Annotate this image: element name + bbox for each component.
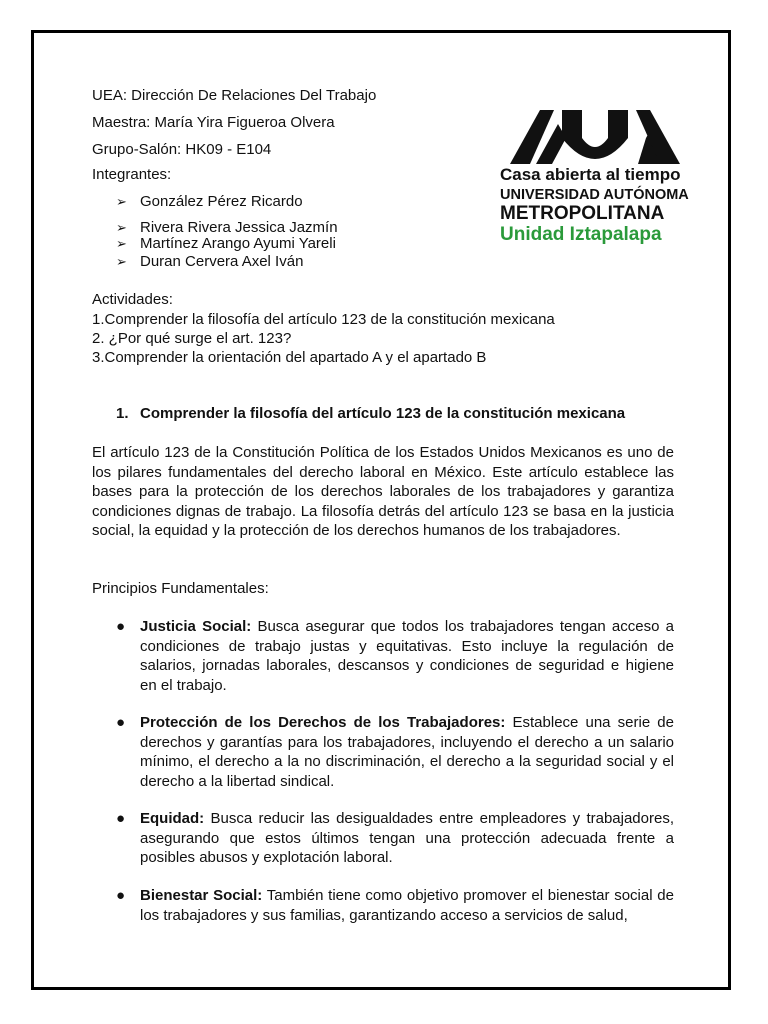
principle-term: Bienestar Social: xyxy=(140,887,263,904)
principle-item xyxy=(116,809,674,868)
activity-item: 2. ¿Por qué surge el art. 123? xyxy=(92,330,292,347)
logo-line-3: METROPOLITANA xyxy=(500,203,665,224)
group-line: Grupo-Salón: HK09 - E104 xyxy=(92,141,272,158)
arrow-bullet-icon: ➢ xyxy=(116,194,127,209)
member-item xyxy=(116,193,303,210)
principle-text: También tiene como objetivo promover el bienestar social de los trabajadores y sus familias, garantizando acceso a servicios de salud, xyxy=(140,887,674,924)
section-title-text: Comprender la filosofía del artículo 123 de la constitución mexicana xyxy=(140,405,626,422)
arrow-bullet-icon: ➢ xyxy=(116,220,127,235)
logo-line-2: UNIVERSIDAD AUTÓNOMA xyxy=(500,187,689,203)
principle-item xyxy=(116,713,674,791)
principle-text: Busca asegurar que todos los trabajadores tengan acceso a condiciones de trabajo justas y equitativas. Esto incluye la regulación de salarios, jornadas laborales, descansos y condiciones de seguridad e higiene en el trabajo. xyxy=(140,618,674,694)
section-title xyxy=(116,405,625,422)
member-item xyxy=(116,219,338,236)
member-item xyxy=(116,235,336,252)
bullet-dot-icon: ● xyxy=(116,810,126,827)
activity-item: 1.Comprender la filosofía del artículo 123 de la constitución mexicana xyxy=(92,311,555,328)
intro-paragraph: El artículo 123 de la Constitución Política de los Estados Unidos Mexicanos es uno de los pilares fundamentales del derecho laboral en México. Este artículo establece las bases para la protección de los derechos laborales de los trabajadores y garantiza condiciones dignas de trabajo. La filosofía detrás del artículo 123 se basa en la justicia social, la equidad y la protección de los derechos humanos de los trabajadores. xyxy=(92,444,674,539)
principles-label: Principios Fundamentales: xyxy=(92,580,269,597)
principle-text: Busca reducir las desigualdades entre empleadores y trabajadores, asegurando que estos últimos tengan una protección adecuada frente a posibles abusos y explotación laboral. xyxy=(140,810,674,866)
members-label: Integrantes: xyxy=(92,166,172,183)
member-name: Rivera Rivera Jessica Jazmín xyxy=(140,219,338,236)
principle-item xyxy=(116,617,674,695)
bullet-dot-icon: ● xyxy=(116,714,126,731)
member-item xyxy=(116,253,303,270)
uam-logo xyxy=(500,108,690,245)
bullet-dot-icon: ● xyxy=(116,887,126,904)
principle-term: Protección de los Derechos de los Trabajadores: xyxy=(140,714,506,731)
principle-term: Justicia Social: xyxy=(140,618,252,635)
arrow-bullet-icon: ➢ xyxy=(116,236,127,251)
principle-term: Equidad: xyxy=(140,810,205,827)
logo-line-1: Casa abierta al tiempo xyxy=(500,165,681,184)
uea-line: UEA: Dirección De Relaciones Del Trabajo xyxy=(92,87,377,104)
bullet-dot-icon: ● xyxy=(116,618,126,635)
uam-emblem-icon xyxy=(500,108,690,166)
section-number: 1. xyxy=(116,405,129,422)
teacher-line: Maestra: María Yira Figueroa Olvera xyxy=(92,114,335,131)
member-name: Duran Cervera Axel Iván xyxy=(140,253,304,270)
activity-item: 3.Comprender la orientación del apartado A y el apartado B xyxy=(92,349,487,366)
member-name: Martínez Arango Ayumi Yareli xyxy=(140,235,336,252)
principle-item xyxy=(116,886,674,925)
arrow-bullet-icon: ➢ xyxy=(116,254,127,269)
member-name: González Pérez Ricardo xyxy=(140,193,303,210)
activities-label: Actividades: xyxy=(92,291,173,308)
principle-text: Establece una serie de derechos y garantías para los trabajadores, incluyendo el derecho a un salario mínimo, el derecho a la no discriminación, el derecho a la seguridad social y el derecho a la libertad sindical. xyxy=(140,714,674,790)
logo-line-4: Unidad Iztapalapa xyxy=(500,224,662,245)
